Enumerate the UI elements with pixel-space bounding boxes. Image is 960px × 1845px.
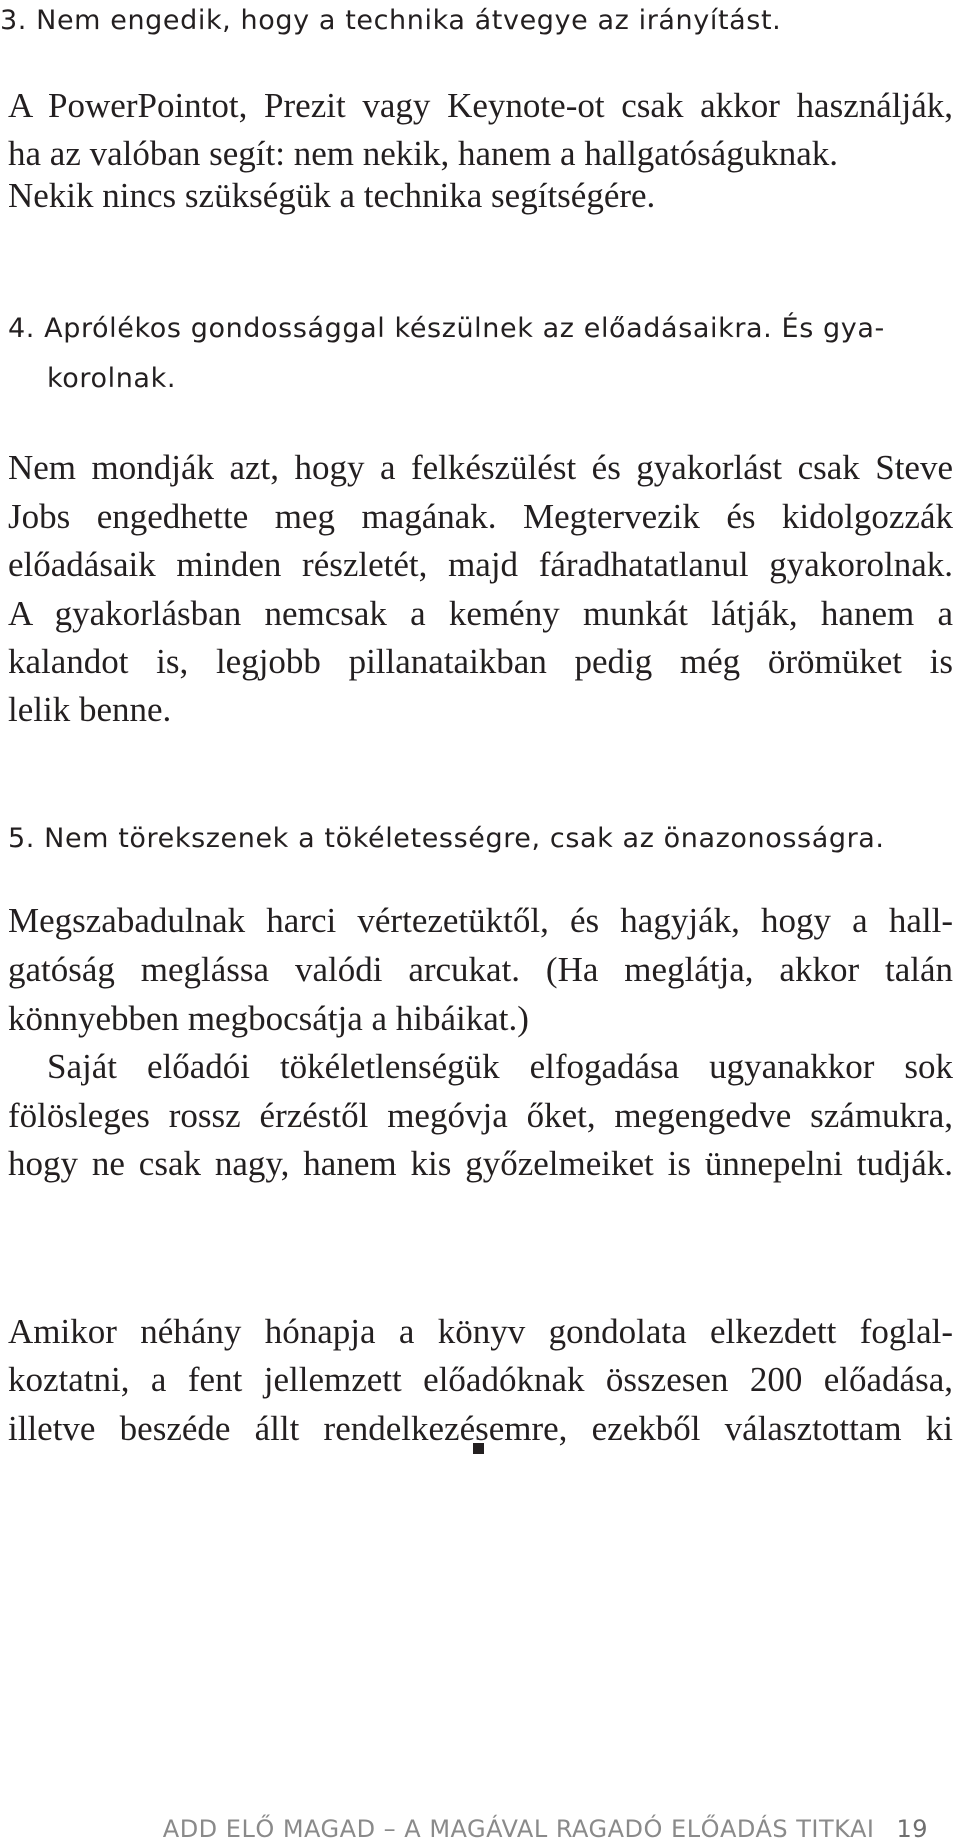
- section-5-line-3: könnyebben megbocsátja a hibáikat.): [8, 999, 529, 1038]
- section-4-line-5: kalandot is, legjobb pillanataikban pedig még örömüket is: [8, 642, 953, 681]
- section-3-line-1: A PowerPointot, Prezit vagy Keynote-ot csak akkor használják,: [8, 86, 953, 125]
- section-5-line-1: Megszabadulnak harci vértezetüktől, és hagyják, hogy a hall-: [8, 901, 953, 940]
- section-5-heading: 5. Nem törekszenek a tökéletességre, csak az önazonosságra.: [8, 823, 885, 854]
- section-3-heading: [0, 0, 781, 42]
- section-4-line-1: Nem mondják azt, hogy a felkészülést és gyakorlást csak Steve: [8, 448, 953, 487]
- closing-line-3: illetve beszéde állt rendelkezésemre, ezekből választottam ki: [8, 1409, 953, 1448]
- section-4-heading-line-2: korolnak.: [47, 363, 176, 394]
- footer-book-title: ADD ELŐ MAGAD – A MAGÁVAL RAGADÓ ELŐADÁS TITKAI: [162, 1815, 875, 1843]
- section-3-heading-line-1: 3. Nem engedik, hogy a technika átvegye az irányítást.: [0, 5, 782, 36]
- closing-line-1: Amikor néhány hónapja a könyv gondolata elkezdett foglal-: [8, 1312, 953, 1351]
- section-5-line-6: hogy ne csak nagy, hanem kis győzelmeiket is ünnepelni tudják.: [8, 1144, 953, 1183]
- section-4-line-3: előadásaik minden részletét, majd fáradhatatlanul gyakorolnak.: [8, 545, 953, 584]
- section-4-line-2: Jobs engedhette meg magának. Megtervezik és kidolgozzák: [8, 497, 953, 536]
- section-4-line-6: lelik benne.: [8, 690, 172, 729]
- page-number: 19: [896, 1815, 928, 1843]
- section-5-line-2: gatóság meglássa valódi arcukat. (Ha meglátja, akkor talán: [8, 950, 953, 989]
- section-4-line-4: A gyakorlásban nemcsak a kemény munkát látják, hanem a: [8, 594, 953, 633]
- section-4-heading-line-1: 4. Aprólékos gondossággal készülnek az előadásaikra. És gya-: [8, 313, 885, 344]
- section-5-line-4: Saját előadói tökéletlenségük elfogadása ugyanakkor sok: [47, 1047, 953, 1086]
- section-3-line-3: Nekik nincs szükségük a technika segítségére.: [8, 176, 656, 215]
- page-footer: [163, 1814, 928, 1844]
- section-5-line-5: fölösleges rossz érzéstől megóvja őket, megengedve számukra,: [8, 1096, 953, 1135]
- closing-line-2: koztatni, a fent jellemzett előadóknak összesen 200 előadása,: [8, 1360, 953, 1399]
- section-3-line-2: ha az valóban segít: nem nekik, hanem a hallgatóságuknak.: [8, 134, 839, 173]
